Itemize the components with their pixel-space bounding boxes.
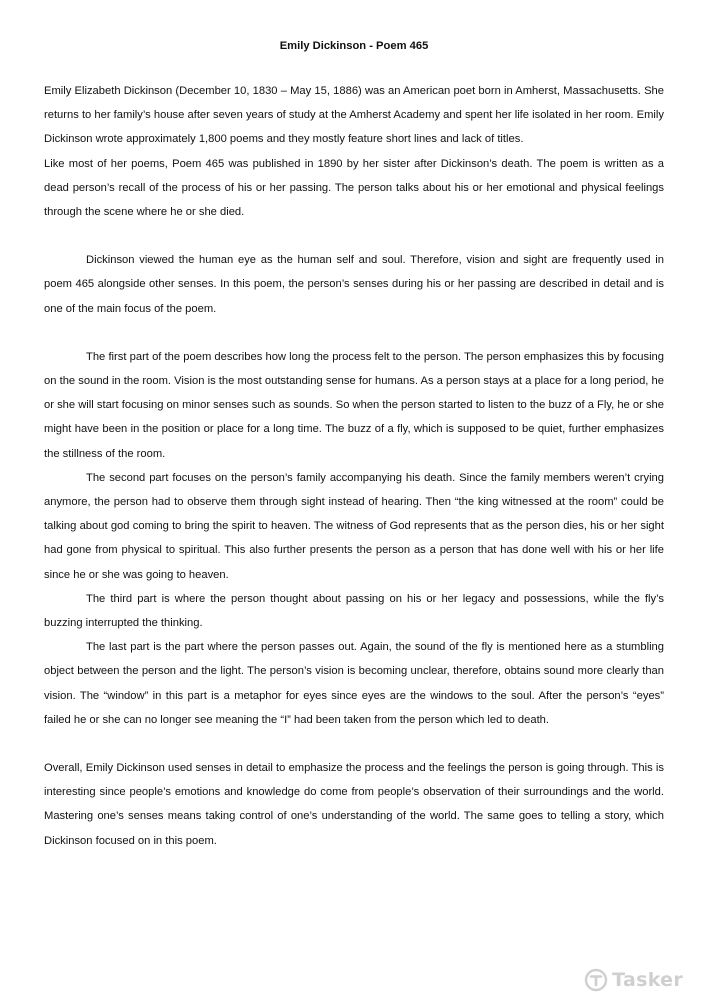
paragraph-third-part: The third part is where the person thought about passing on his or her legacy and possessions, while the fly’s buzzing interrupted the thinking. bbox=[44, 592, 664, 630]
tasker-logo-icon bbox=[584, 968, 608, 992]
document-page bbox=[44, 38, 664, 853]
paragraph-biography: Emily Elizabeth Dickinson (December 10, 1830 – May 15, 1886) was an American poet born in Amherst, Massachusetts. She returns to her family’s house after seven years of study at the Amherst Academy and spent her life isolated in her room. Emily Dickinson wrote approximately 1,800 poems and they mostly feature short lines and lack of titles. bbox=[44, 85, 664, 146]
paragraph-conclusion: Overall, Emily Dickinson used senses in detail to emphasize the process and the feelings the person is going through. This is interesting since people’s emotions and knowledge do come from people’s observation of their surroundings and the world. Mastering one’s senses means taking control of one’s understanding of the world. The same goes to telling a story, which Dickinson focused on in this poem. bbox=[44, 762, 664, 847]
paragraph-publication: Like most of her poems, Poem 465 was published in 1890 by her sister after Dickinson’s death. The poem is written as a dead person’s recall of the process of his or her passing. The person talks about his or her emotional and physical feelings through the scene where he or she died. bbox=[44, 157, 664, 219]
document-title: Emily Dickinson - Poem 465 bbox=[279, 40, 429, 52]
paragraph-second-part: The second part focuses on the person’s family accompanying his death. Since the family members weren’t crying anymore, the person had to observe them through sight instead of hearing. Then “the king witnessed at the room” could be talking about god coming to bring the spirit to heaven. The witness of God represents that as the person dies, his or her sight had gone from physical to spiritual. This also further presents the person as a person that has done well with his or her life since he or she was going to heaven. bbox=[44, 471, 664, 581]
paragraph-last-part: The last part is the part where the person passes out. Again, the sound of the fly is mentioned here as a stumbling object between the person and the light. The person’s vision is becoming unclear, therefore, obtains sound more clearly than vision. The “window” in this part is a metaphor for eyes since eyes are the windows to the soul. After the person’s “eyes” failed he or she can no longer see meaning the “I” had been taken from the person which led to death. bbox=[44, 641, 664, 726]
watermark-text: Tasker bbox=[612, 969, 683, 991]
paragraph-first-part: The first part of the poem describes how long the process felt to the person. The person emphasizes this by focusing on the sound in the room. Vision is the most outstanding sense for humans. As a person stays at a place for a long period, he or she will start focusing on minor senses such as sounds. So when the person started to listen to the buzz of a Fly, he or she might have been in the position or place for a long time. The buzz of a fly, which is supposed to be quiet, further emphasizes the stillness of the room. bbox=[44, 350, 664, 460]
paragraph-vision: Dickinson viewed the human eye as the human self and soul. Therefore, vision and sight are frequently used in poem 465 alongside other senses. In this poem, the person’s senses during his or her passing are described in detail and is one of the main focus of the poem. bbox=[44, 254, 664, 315]
tasker-watermark bbox=[584, 968, 683, 992]
